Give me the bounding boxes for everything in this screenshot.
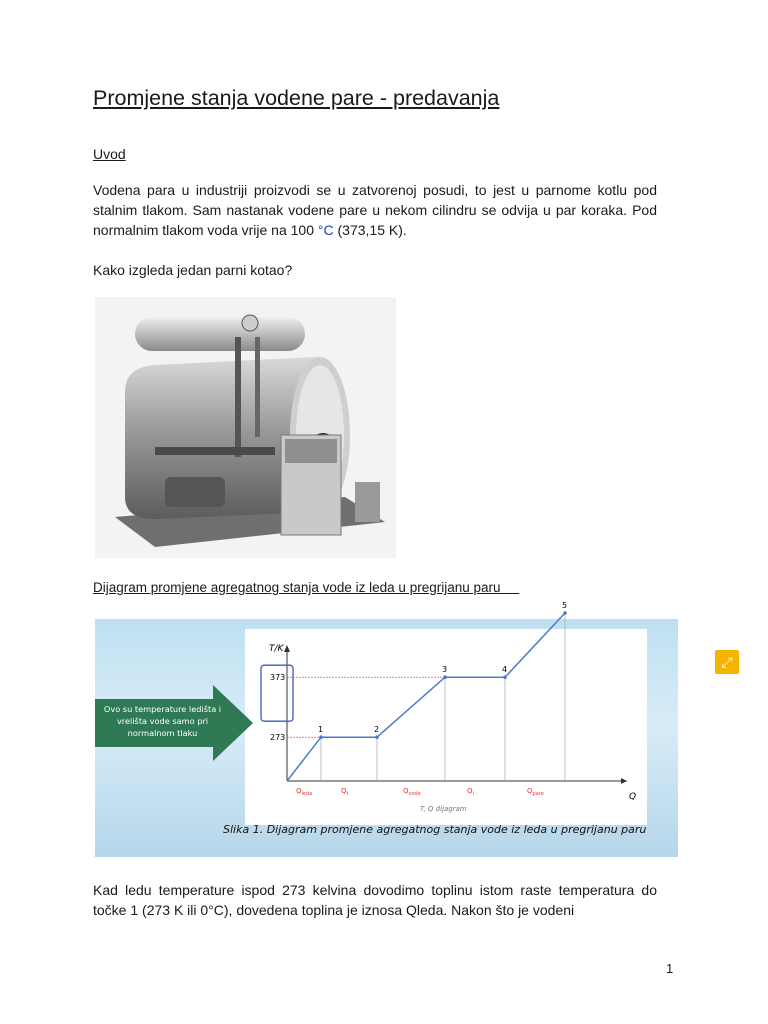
x-segment-label: $Q_{pare}$ xyxy=(527,787,544,797)
point-label: 3 xyxy=(442,665,448,675)
x-segment-label: $Q_{leda}$ xyxy=(296,787,313,797)
tq-chart xyxy=(245,601,647,825)
boiler-photo xyxy=(95,297,396,558)
point-label: 5 xyxy=(562,601,568,610)
intro-paragraph xyxy=(93,180,657,240)
x-segment-label: $Q_i$ xyxy=(467,787,474,797)
page-number: 1 xyxy=(666,961,674,976)
x-axis-arrow xyxy=(621,778,627,784)
x-axis-label: Q xyxy=(629,792,637,802)
x-segment-label: $Q_t$ xyxy=(341,787,349,797)
figure-caption: Slika 1. Dijagram promjene agregatnog stanja vode iz leda u pregrijanu paru xyxy=(223,823,647,836)
y-axis-arrow xyxy=(284,645,290,652)
figure-link[interactable]: Dijagram promjene agregatnog stanja vode iz leda u pregrijanu paru xyxy=(93,580,520,595)
arrow-note: Ovo su temperature ledišta i vrelišta vode samo pri normalnom tlaku xyxy=(103,704,222,738)
data-point xyxy=(319,735,323,739)
y-tick-label: 373 xyxy=(270,673,286,683)
point-label: 4 xyxy=(502,665,508,675)
intro-text-1: Vodena para u industriji proizvodi se u zatvorenoj posudi, to jest u parnome kotlu pod stalnim tlakom. Sam nastanak vodene pare u nekom cilindru se odvija u par koraka. Pod normalnim tlakom voda vrije na 100 xyxy=(93,182,657,238)
point-label: 1 xyxy=(318,725,324,735)
intro-text-2: (373,15 K). xyxy=(333,222,407,238)
section-heading: Uvod xyxy=(93,146,126,162)
body-paragraph: Kad ledu temperature ispod 273 kelvina dovodimo toplinu istom raste temperatura do točke 1 (273 K ili 0°C), dovedena toplina je iznosa Qleda. Nakon što je vodeni xyxy=(93,882,657,918)
data-point xyxy=(503,675,507,679)
intro-unit: °C xyxy=(317,222,334,238)
expand-icon[interactable]: ⤢ xyxy=(715,650,739,674)
diagram-figure xyxy=(95,601,733,857)
data-point xyxy=(563,611,567,615)
x-segment-label: $Q_{vode}$ xyxy=(403,787,421,797)
y-tick-label: 273 xyxy=(270,733,286,743)
point-label: 2 xyxy=(374,725,380,735)
chart-subtitle: T, Q dijagram xyxy=(420,805,467,813)
series-line xyxy=(287,613,565,781)
data-point xyxy=(443,675,447,679)
data-point xyxy=(375,735,379,739)
plot-card xyxy=(245,601,733,825)
boiler-question: Kako izgleda jedan parni kotao? xyxy=(93,262,293,278)
y-axis-label: T/K xyxy=(269,644,284,654)
page-title: Promjene stanja vodene pare - predavanja xyxy=(93,86,500,110)
